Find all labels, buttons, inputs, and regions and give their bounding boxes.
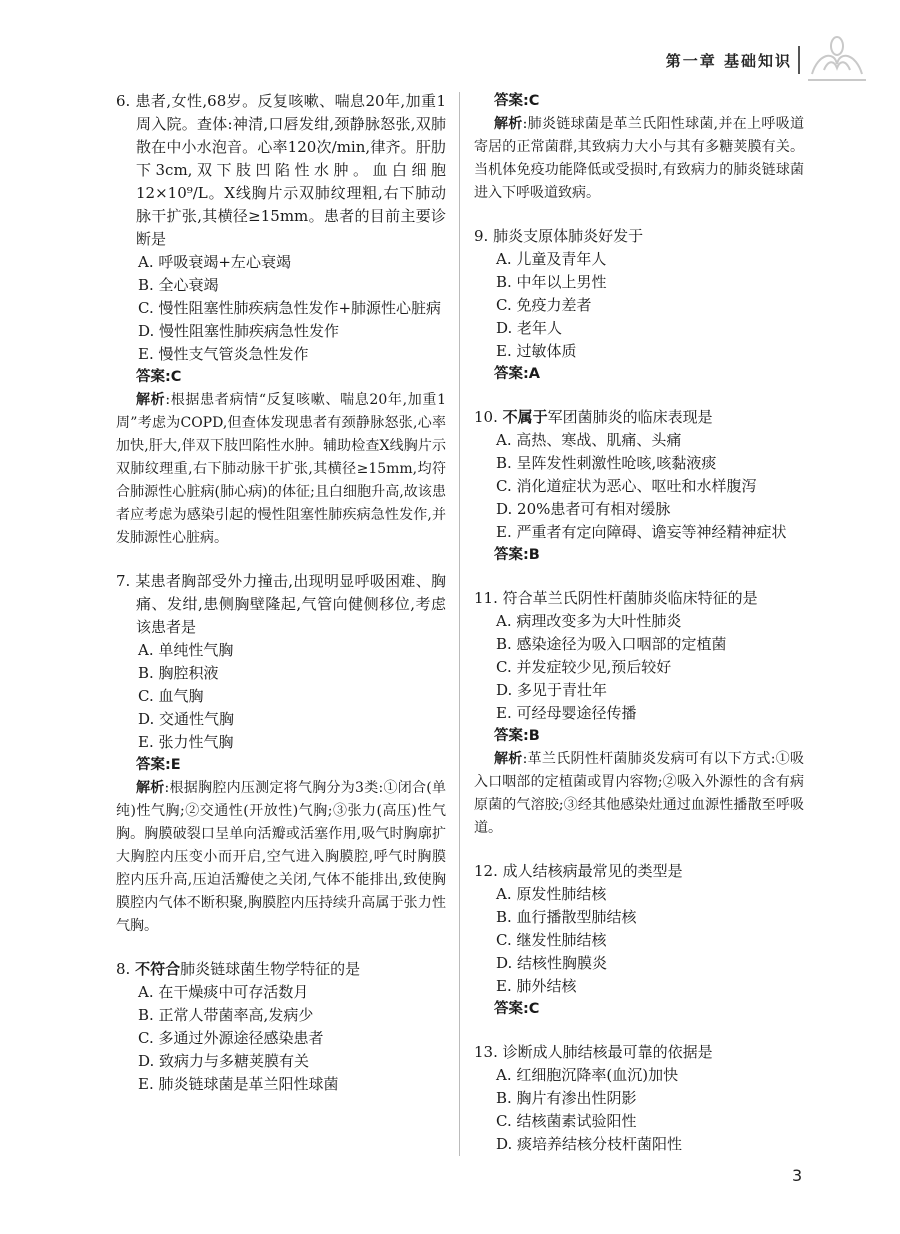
option: A. 病理改变多为大叶性肺炎 — [496, 612, 682, 630]
left-column — [116, 90, 446, 1116]
page-number: 3 — [792, 1166, 803, 1185]
option: A. 单纯性气胸 — [138, 641, 234, 659]
option: C. 慢性阻塞性肺疾病急性发作+肺源性心脏病 — [138, 299, 442, 317]
option: D. 结核性胸膜炎 — [496, 954, 608, 972]
option: D. 致病力与多糖荚膜有关 — [138, 1052, 310, 1070]
option: C. 多通过外源途径感染患者 — [138, 1029, 324, 1047]
answer: 答案:B — [494, 728, 540, 744]
analysis-label: 解析 — [136, 392, 166, 408]
option: E. 慢性支气管炎急性发作 — [138, 345, 309, 363]
option: E. 过敏体质 — [496, 342, 577, 360]
question-text: 军团菌肺炎的临床表现是 — [547, 408, 713, 426]
analysis-label: 解析 — [494, 116, 523, 132]
question-9 — [474, 225, 804, 386]
option: A. 原发性肺结核 — [496, 885, 607, 903]
option: E. 可经母婴途径传播 — [496, 704, 637, 722]
running-header — [620, 44, 900, 80]
option: D. 20%患者可有相对缓脉 — [496, 500, 671, 518]
analysis-text: :肺炎链球菌是革兰氏阳性球菌,并在上呼吸道寄居的正常菌群,其致病力大小与其有多糖荚膜有关。当机体免疫功能降低或受损时,有致病力的肺炎链球菌进入下呼吸道致病。 — [474, 116, 804, 201]
answer: 答案:E — [136, 757, 181, 773]
option: B. 正常人带菌率高,发病少 — [138, 1006, 314, 1024]
analysis — [116, 389, 446, 550]
analysis-label: 解析 — [494, 751, 523, 767]
option: B. 中年以上男性 — [496, 273, 607, 291]
question-7 — [116, 570, 446, 938]
option: D. 多见于青壮年 — [496, 681, 608, 699]
question-8-continued — [474, 90, 804, 205]
question-13 — [474, 1041, 804, 1156]
option: B. 胸片有渗出性阴影 — [496, 1089, 637, 1107]
analysis-text: :根据胸腔内压测定将气胸分为3类:①闭合(单纯)性气胸;②交通性(开放性)气胸;③张力(高压)性气胸。胸膜破裂口呈单向活瓣或活塞作用,吸气时胸廓扩大胸腔内压变小而开启,空气进入胸膜腔,呼气时胸膜腔内压升高,压迫活瓣使之关闭,气体不能排出,致使胸膜腔内气体不断积聚,胸膜腔内压持续升高属于张力性气胸。 — [116, 780, 446, 934]
leaf-hands-logo-icon — [804, 34, 870, 86]
answer: 答案:C — [136, 369, 182, 385]
option: D. 交通性气胸 — [138, 710, 235, 728]
option: B. 全心衰竭 — [138, 276, 219, 294]
question-stem: 13. 诊断成人肺结核最可靠的依据是 — [474, 1043, 713, 1061]
question-stem: 9. 肺炎支原体肺炎好发于 — [474, 227, 644, 245]
question-10 — [474, 406, 804, 567]
option: A. 高热、寒战、肌痛、头痛 — [496, 431, 682, 449]
option: E. 严重者有定向障碍、谵妄等神经精神症状 — [496, 523, 787, 541]
option: C. 并发症较少见,预后较好 — [496, 658, 672, 676]
right-column — [474, 90, 804, 1176]
question-keyword: 不符合 — [135, 960, 181, 978]
answer: 答案:C — [494, 1001, 540, 1017]
chapter-title: 第一章 基础知识 — [665, 52, 792, 70]
question-stem: 11. 符合革兰氏阴性杆菌肺炎临床特征的是 — [474, 589, 758, 607]
question-keyword: 不属于 — [502, 408, 548, 426]
question-number: 10. — [474, 408, 503, 426]
analysis-text: :根据患者病情“反复咳嗽、喘息20年,加重1周”考虑为COPD,但查体发现患者有颈静脉怒张,心率加快,肝大,伴双下肢凹陷性水肿。辅助检查X线胸片示双肺纹理重,右下肺动脉干扩张,其横径≥15mm,均符合肺源性心脏病(肺心病)的体征;且白细胞升高,故该患者应考虑为感染引起的慢性阻塞性肺疾病急性发作,并发肺源性心脏病。 — [116, 392, 446, 546]
question-number: 8. — [116, 960, 136, 978]
option: D. 老年人 — [496, 319, 563, 337]
question-stem: 6. 患者,女性,68岁。反复咳嗽、喘息20年,加重1周入院。查体:神清,口唇发绀,颈静脉怒张,双肺散在中小水泡音。心率120次/min,律齐。肝肋下3cm,双下肢凹陷性水肿。血白细胞12×10⁹/L。X线胸片示双肺纹理粗,右下肺动脉干扩张,其横径≥15mm。患者的目前主要诊断是 — [116, 92, 446, 248]
question-8 — [116, 958, 446, 1096]
option: E. 肺炎链球菌是革兰阳性球菌 — [138, 1075, 339, 1093]
analysis — [474, 113, 804, 205]
option: C. 结核菌素试验阳性 — [496, 1112, 637, 1130]
answer: 答案:A — [494, 366, 541, 382]
analysis-label: 解析 — [136, 780, 165, 796]
option: B. 感染途径为吸入口咽部的定植菌 — [496, 635, 727, 653]
analysis — [474, 748, 804, 840]
option: B. 胸腔积液 — [138, 664, 219, 682]
option: C. 消化道症状为恶心、呕吐和水样腹泻 — [496, 477, 757, 495]
question-stem — [474, 406, 804, 429]
question-stem — [116, 958, 446, 981]
option: A. 呼吸衰竭+左心衰竭 — [138, 253, 291, 271]
option: C. 继发性肺结核 — [496, 931, 607, 949]
answer: 答案:C — [494, 93, 540, 109]
column-divider — [459, 92, 460, 1156]
question-12 — [474, 860, 804, 1021]
analysis — [116, 777, 446, 938]
option: E. 张力性气胸 — [138, 733, 234, 751]
question-stem: 12. 成人结核病最常见的类型是 — [474, 862, 683, 880]
header-divider — [798, 46, 800, 74]
option: B. 呈阵发性刺激性呛咳,咳黏液痰 — [496, 454, 717, 472]
question-text: 肺炎链球菌生物学特征的是 — [180, 960, 361, 978]
option: D. 慢性阻塞性肺疾病急性发作 — [138, 322, 340, 340]
option: A. 儿童及青年人 — [496, 250, 607, 268]
answer: 答案:B — [494, 547, 540, 563]
option: C. 血气胸 — [138, 687, 204, 705]
option: D. 痰培养结核分枝杆菌阳性 — [496, 1135, 683, 1153]
option: A. 在干燥痰中可存活数月 — [138, 983, 309, 1001]
analysis-text: :革兰氏阴性杆菌肺炎发病可有以下方式:①吸入口咽部的定植菌或胃内容物;②吸入外源性的含有病原菌的气溶胶;③经其他感染灶通过血源性播散至呼吸道。 — [474, 751, 805, 836]
question-11 — [474, 587, 804, 840]
option: B. 血行播散型肺结核 — [496, 908, 637, 926]
question-6 — [116, 90, 446, 550]
option: A. 红细胞沉降率(血沉)加快 — [496, 1066, 679, 1084]
option: C. 免疫力差者 — [496, 296, 592, 314]
question-stem: 7. 某患者胸部受外力撞击,出现明显呼吸困难、胸痛、发绀,患侧胸壁隆起,气管向健侧移位,考虑该患者是 — [116, 572, 446, 636]
option: E. 肺外结核 — [496, 977, 577, 995]
